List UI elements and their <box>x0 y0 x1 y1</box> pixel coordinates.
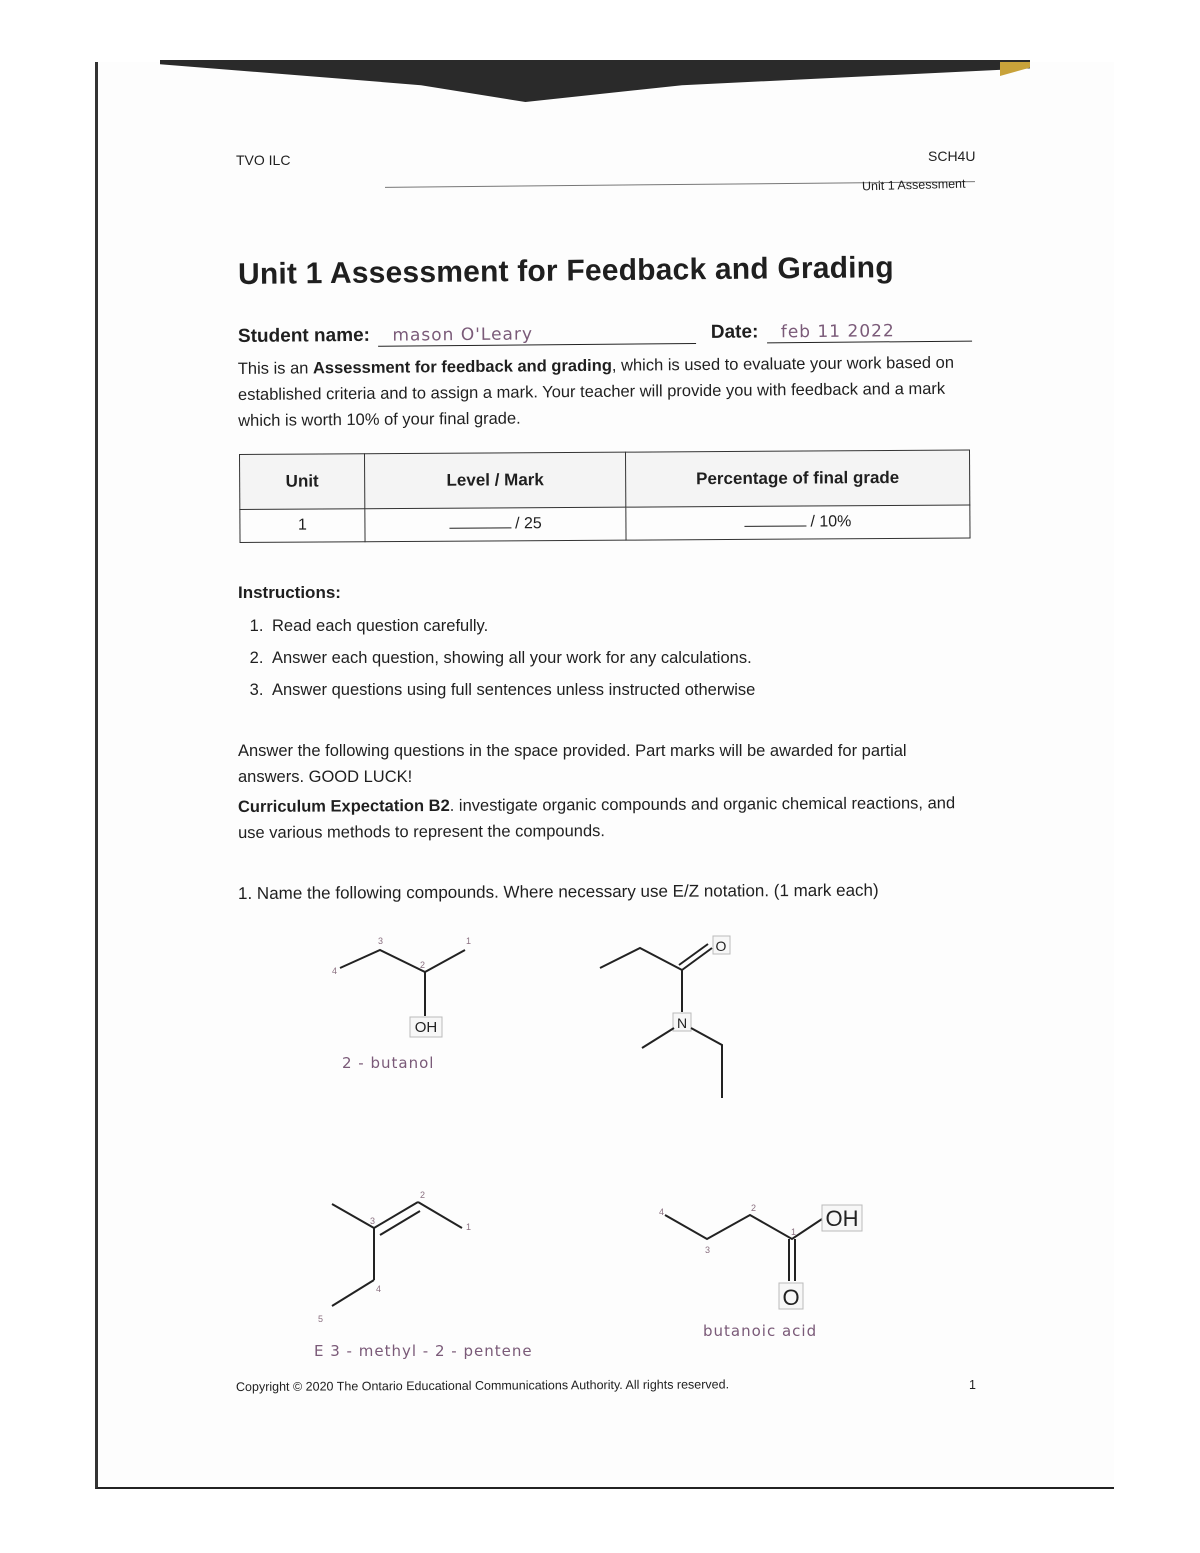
atom-n: N <box>676 1015 688 1031</box>
carbon-number: 4 <box>659 1207 665 1217</box>
curriculum-label: Curriculum Expectation B2 <box>237 796 450 817</box>
intro-text-1: This is an <box>237 359 314 379</box>
date-value: feb 11 2022 <box>780 321 895 343</box>
curriculum-text: . investigate organic compounds and organic chemical reactions, and use various methods to represent the compounds. <box>238 794 956 842</box>
header-unit: Unit <box>240 454 365 510</box>
student-name-label: Student name: <box>237 324 371 347</box>
grade-table <box>239 450 971 543</box>
answer-molecule-1: 2 - butanol <box>342 1054 435 1072</box>
ethyl-end-bond <box>332 1280 374 1306</box>
page-title: Unit 1 Assessment for Feedback and Grading <box>237 251 894 291</box>
date-label: Date: <box>710 321 759 343</box>
instruction-item: 1. Read each question carefully. <box>268 610 988 642</box>
carbon-number: 1 <box>466 936 472 946</box>
n-methyl-bond <box>642 1028 674 1048</box>
instructions-heading: Instructions: <box>238 583 341 602</box>
header-subtitle: Unit 1 Assessment <box>861 176 966 194</box>
n-ethyl-chain <box>691 1028 722 1098</box>
atom-oh: OH <box>414 1019 438 1036</box>
alkene-bond-double <box>380 1211 420 1235</box>
carbon-number: 3 <box>370 1216 376 1226</box>
molecule-3-methyl-2-pentene <box>310 1180 500 1330</box>
mark-out-of: / 25 <box>515 515 542 533</box>
background-edge <box>0 0 95 1553</box>
header-course: SCH4U <box>928 148 976 164</box>
intro-bold: Assessment for feedback and grading <box>312 356 612 378</box>
grade-table-header <box>240 450 970 509</box>
carbon-number: 5 <box>318 1314 324 1324</box>
carbon-number: 2 <box>420 1190 426 1200</box>
carbon-number: 1 <box>791 1227 797 1237</box>
carbon-number: 3 <box>705 1245 711 1255</box>
header-level-mark: Level / Mark <box>365 452 626 509</box>
carbon-chain <box>340 950 465 972</box>
cell-mark[interactable] <box>365 507 626 542</box>
methyl-bond <box>332 1204 374 1228</box>
carbon-chain <box>600 948 682 970</box>
curriculum-expectation <box>238 790 958 846</box>
student-name-field[interactable] <box>378 323 696 347</box>
carbon-number: 1 <box>466 1222 472 1232</box>
percent-out-of: / 10% <box>810 513 852 531</box>
answer-molecule-3: E 3 - methyl - 2 - pentene <box>314 1342 533 1360</box>
instruction-item: 3. Answer questions using full sentences unless instructed otherwise <box>268 674 988 706</box>
instruction-item: 2. Answer each question, showing all your work for any calculations. <box>268 642 988 674</box>
atom-o: O <box>715 938 727 954</box>
intro-text-2: , which is used to evaluate your work based on established criteria and to assign a mark. Your teacher will provide you with feedback and a mark which is worth 10% of your final grade. <box>237 353 955 430</box>
carbon-number: 2 <box>420 960 426 970</box>
question-1-prompt: 1. Name the following compounds. Where necessary use E/Z notation. (1 mark each) <box>237 880 879 903</box>
footer-copyright: Copyright © 2020 The Ontario Educational Communications Authority. All rights reserved. <box>235 1377 730 1394</box>
page-number: 1 <box>969 1378 976 1392</box>
carbon-number: 4 <box>376 1284 382 1294</box>
carbon-chain <box>665 1215 825 1239</box>
instructions-list <box>238 610 988 706</box>
carbon-number: 3 <box>378 936 384 946</box>
grade-table-row <box>240 505 970 542</box>
atom-oh: OH <box>825 1206 859 1231</box>
answer-note: Answer the following questions in the space provided. Part marks will be awarded for partial answers. GOOD LUCK! <box>238 742 907 786</box>
molecule-butanoic-acid <box>655 1195 875 1320</box>
atom-o: O <box>782 1285 800 1310</box>
terminal-bond <box>418 1202 462 1228</box>
cell-unit: 1 <box>240 509 365 543</box>
student-name-value: mason O'Leary <box>392 324 534 346</box>
intro-paragraph <box>238 350 959 434</box>
date-field[interactable] <box>767 321 972 344</box>
carbon-number: 2 <box>751 1203 757 1213</box>
header-percentage: Percentage of final grade <box>625 450 969 507</box>
molecule-amide <box>590 930 750 1105</box>
answer-molecule-4: butanoic acid <box>703 1322 818 1340</box>
carbon-number: 4 <box>332 966 338 976</box>
cell-percent[interactable] <box>626 505 970 540</box>
header-org: TVO ILC <box>236 152 291 168</box>
